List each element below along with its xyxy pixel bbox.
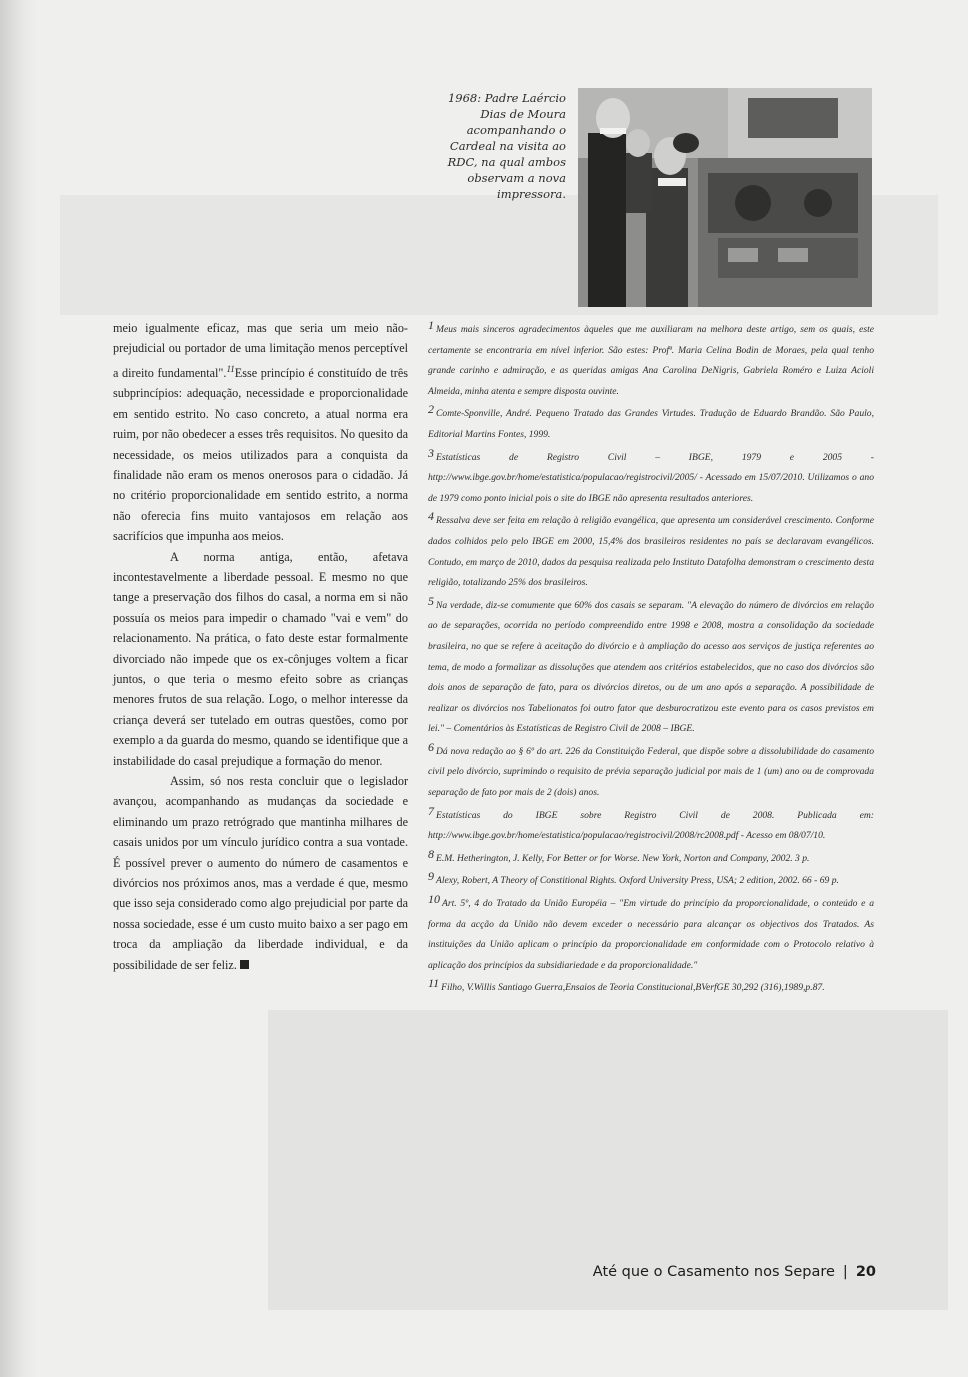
footnote xyxy=(428,804,874,847)
footnote-text: Alexy, Robert, A Theory of Constitional Rights. Oxford University Press, USA; 2 edition, 2002. 66 - 69 p. xyxy=(436,875,839,887)
footnote-text: Estatísticas do IBGE sobre Registro Civil de 2008. Publicada em: http://www.ibge.gov.br/home/estatistica/populacao/registrocivil/2008/rc2008.pdf - Acesso em 08/07/10. xyxy=(428,809,874,842)
footnote-number: 7 xyxy=(428,803,434,818)
footnote-text: Art. 5º, 4 do Tratado da União Européia – "Em virtude do princípio da proporcionalidade, o conteúdo e a forma da acção da União não devem exceder o necessário para alcançar os objectivos dos Tratados. As instituições da União aplicam o princípio da proporcionalidade em conformidade com o Protocolo relativo à aplicação dos princípios da subsidiariedade e da proporcionalidade." xyxy=(428,898,874,971)
historical-photo xyxy=(578,88,872,307)
footnote-text: Dá nova redação ao § 6º do art. 226 da Constituição Federal, que dispõe sobre a dissolubilidade do casamento civil pelo divórcio, suprimindo o requisito de prévia separação judicial por mais de 1 (um) ano ou de comprovada separação de fato por mais de 2 (dois) anos. xyxy=(428,745,874,799)
footnote xyxy=(428,869,874,892)
footnote-text: Ressalva deve ser feita em relação à religião evangélica, que apresenta um considerável crescimento. Conforme dados colhidos pelo pelo IBGE em 2000, 15,4% dos brasileiros residentes no país se declaravam evangélicos. Contudo, em março de 2010, dados da pesquisa realizada pelo Instituto Datafolha demonstram o crescimento desta religião, totalizando 25% dos brasileiros. xyxy=(428,515,874,589)
paragraph-text: Esse princípio é constituído de três subprincípios: adequação, necessidade e proporcionalidade em sentido estrito. No caso concreto, a atual norma era ruim, por não obedecer a esses três requisitos. No quesito da necessidade, os meios utilizados para a conquista da finalidade não eram os menos onerosos para o cidadão. Já no critério proporcionalidade em sentido estrito, a norma não oferecia fins muito vantajosos em relação aos sacrifícios que impunha aos meios. xyxy=(113,365,408,544)
footnote-number: 4 xyxy=(428,509,434,524)
footer-separator: | xyxy=(842,1264,848,1280)
footnote xyxy=(428,847,874,870)
footnote-number: 3 xyxy=(428,445,434,460)
footnote-text: Meus mais sinceros agradecimentos àqueles que me auxiliaram na melhora deste artigo, sem os quais, este certamente se encontraria em nível inferior. São estes: Profª. Maria Celina Bodin de Moraes, pela qual tenho grande carinho e admiração, e as queridas amigas Ana Carolina DeNigris, Gabriela Roméro e Luiza Acioli Almeida, minha atenta e sempre disposta ouvinte. xyxy=(428,324,874,397)
footnote xyxy=(428,740,874,804)
footnote xyxy=(428,318,874,402)
footnote-number: 6 xyxy=(428,739,434,754)
body-paragraph: A norma antiga, então, afetava incontestavelmente a liberdade pessoal. E mesmo no que tange a preservação dos filhos do casal, a norma em si não possuía os meios para impedir o chamado "vai e vem" do relacionamento. Na prática, o fato deste estar formalmente divorciado não impede que os ex-cônjuges voltem a ficar juntos, o que teria o mesmo efeito sobre as crianças menores frutos de sua relação. Logo, o melhor interesse da criança deverá ser tutelado em outras questões, como por exemplo a da guarda do mesmo, quando se identifique que a instabilidade do casal prejudique a formação do menor. xyxy=(113,549,408,768)
body-paragraph xyxy=(113,771,408,975)
footnote xyxy=(428,594,874,740)
page-number: 20 xyxy=(855,1264,876,1280)
footnote-text: E.M. Hetherington, J. Kelly, For Better or for Worse. New York, Norton and Company, 2002. 3 p. xyxy=(436,852,810,864)
footnote-text: Na verdade, diz-se comumente que 60% dos casais se separam. "A elevação do número de divórcios em relação ao de separações, ocorrida no período compreendido entre 1998 e 2008, mostra a consolidação da sociedade brasileira, no que se refere à aceitação do divórcio e à ampliação do acesso aos serviços de justiça referentes ao tema, de modo a formalizar as dissoluções que atendem aos critérios estabelecidos, que no caso dos divórcios são dois anos de separação de fato, para os divórcios diretos, ou de um ano após a separação. A possibilidade de realizar os divórcios nos Tabelionatos foi outro fator que desburocratizou este evento para os casos previstos em lei." – Comentários às Estatísticas de Registro Civil de 2008 – IBGE. xyxy=(428,599,874,735)
footnote xyxy=(428,976,874,999)
footnote-number: 1 xyxy=(428,318,434,332)
body-paragraph xyxy=(113,318,408,547)
end-of-article-mark xyxy=(240,960,249,969)
footnote-reference[interactable]: 11 xyxy=(226,363,235,374)
publication-title: Até que o Casamento nos Separe xyxy=(592,1264,835,1280)
footnote-text: Comte-Sponville, André. Pequeno Tratado das Grandes Virtudes. Tradução de Eduardo Brandão. São Paulo, Editorial Martins Fontes, 1999. xyxy=(428,408,874,440)
page-spine-shadow xyxy=(0,0,38,1377)
footnote-number: 8 xyxy=(428,846,434,861)
footnote-number: 5 xyxy=(428,593,434,608)
footnote xyxy=(428,402,874,445)
footnote xyxy=(428,446,874,510)
footnote xyxy=(428,509,874,593)
photo-caption: 1968: Padre Laércio Dias de Moura acompanhando o Cardeal na visita ao RDC, na qual ambos observam a nova impressora. xyxy=(447,91,566,201)
paragraph-text: meio igualmente eficaz, mas que seria um meio não-prejudicial ou portador de uma limitação menos perceptível a direito fundamental". xyxy=(113,321,408,380)
footnote-number: 9 xyxy=(428,869,434,884)
footnote xyxy=(428,892,874,976)
footnote-number: 2 xyxy=(428,402,434,417)
footnote-number: 11 xyxy=(428,976,440,991)
footnote-number: 10 xyxy=(428,892,440,907)
photo-illustration xyxy=(578,88,872,307)
footnote-text: Estatísticas de Registro Civil – IBGE, 1979 e 2005 - http://www.ibge.gov.br/home/estatistica/populacao/registrocivil/2005/ - Acessado em 15/07/2010. Utilizamos o ano de 1979 como ponto inicial pois o site do IBGE não apresenta resultados anteriores. xyxy=(428,451,874,504)
running-footer xyxy=(593,1264,876,1280)
article-body xyxy=(113,318,408,975)
show-through-title xyxy=(110,80,128,138)
paragraph-text: Assim, só nos resta concluir que o legislador avançou, acompanhando as mudanças da sociedade e eliminando um prazo retrógrado que mantinha milhares de casais unidos por um vínculo jurídico contra a sua vontade. É possível prever o aumento do número de casamentos e divórcios nos próximos anos, mas a verdade é que, mesmo que isso seja considerado como algo prejudicial por parte da nossa sociedade, esse é um custo muito baixo a ser pago em troca da ampliação da liberdade individual, e da possibilidade de ser feliz. xyxy=(113,774,408,972)
footnotes xyxy=(428,318,874,999)
footnote-text: Filho, V.Willis Santiago Guerra,Ensaios de Teoria Constitucional,BVerfGE 30,292 (316),1989,p.87. xyxy=(441,982,825,994)
